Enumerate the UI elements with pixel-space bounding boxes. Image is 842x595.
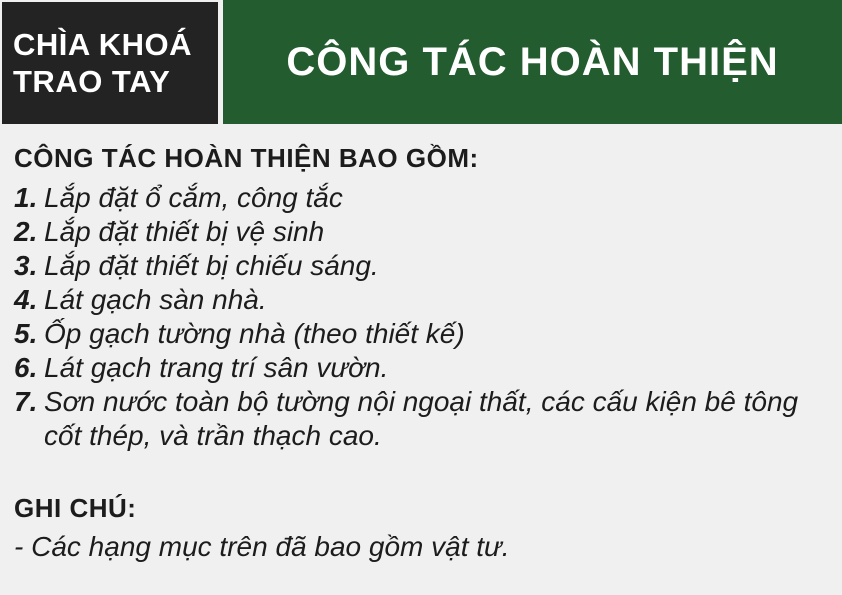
- list-item-number: 6.: [14, 352, 38, 383]
- list-item: [14, 351, 828, 385]
- list-item-text: Sơn nước toàn bộ tường nội ngoại thất, các cấu kiện bê tông cốt thép, và trần thạch cao.: [44, 386, 799, 451]
- list-item-number: 3.: [14, 250, 38, 281]
- list-item-number: 5.: [14, 318, 38, 349]
- brand-badge: [2, 2, 218, 124]
- list-item-text: Lát gạch sàn nhà.: [44, 284, 267, 315]
- list-item-text: Ốp gạch tường nhà (theo thiết kế): [44, 318, 465, 349]
- list-item-number: 7.: [14, 386, 38, 417]
- page-title: CÔNG TÁC HOÀN THIỆN: [286, 39, 779, 84]
- section-heading: CÔNG TÁC HOÀN THIỆN BAO GỒM:: [14, 143, 479, 173]
- list-item: [14, 317, 828, 351]
- finishing-work-list: [14, 181, 828, 453]
- header-bar: [0, 0, 842, 124]
- list-item-number: 1.: [14, 182, 38, 213]
- list-item-text: Lắp đặt thiết bị vệ sinh: [44, 216, 325, 247]
- brand-badge-line1: CHÌA KHOÁ: [13, 27, 193, 62]
- list-item-text: Lát gạch trang trí sân vườn.: [44, 352, 389, 383]
- list-item-text: Lắp đặt ổ cắm, công tắc: [44, 182, 343, 213]
- list-item: [14, 283, 828, 317]
- list-item-number: 2.: [14, 216, 38, 247]
- title-banner: [223, 0, 842, 124]
- list-item-text: Lắp đặt thiết bị chiếu sáng.: [44, 250, 379, 281]
- note-text: - Các hạng mục trên đã bao gồm vật tư.: [14, 531, 510, 562]
- list-item-number: 4.: [14, 284, 38, 315]
- list-item: [14, 249, 828, 283]
- list-item: [14, 181, 828, 215]
- brand-badge-line2: TRAO TAY: [13, 64, 171, 99]
- list-item: [14, 215, 828, 249]
- content-area: [0, 124, 842, 564]
- list-item: [14, 385, 828, 453]
- note-heading: GHI CHÚ:: [14, 493, 137, 523]
